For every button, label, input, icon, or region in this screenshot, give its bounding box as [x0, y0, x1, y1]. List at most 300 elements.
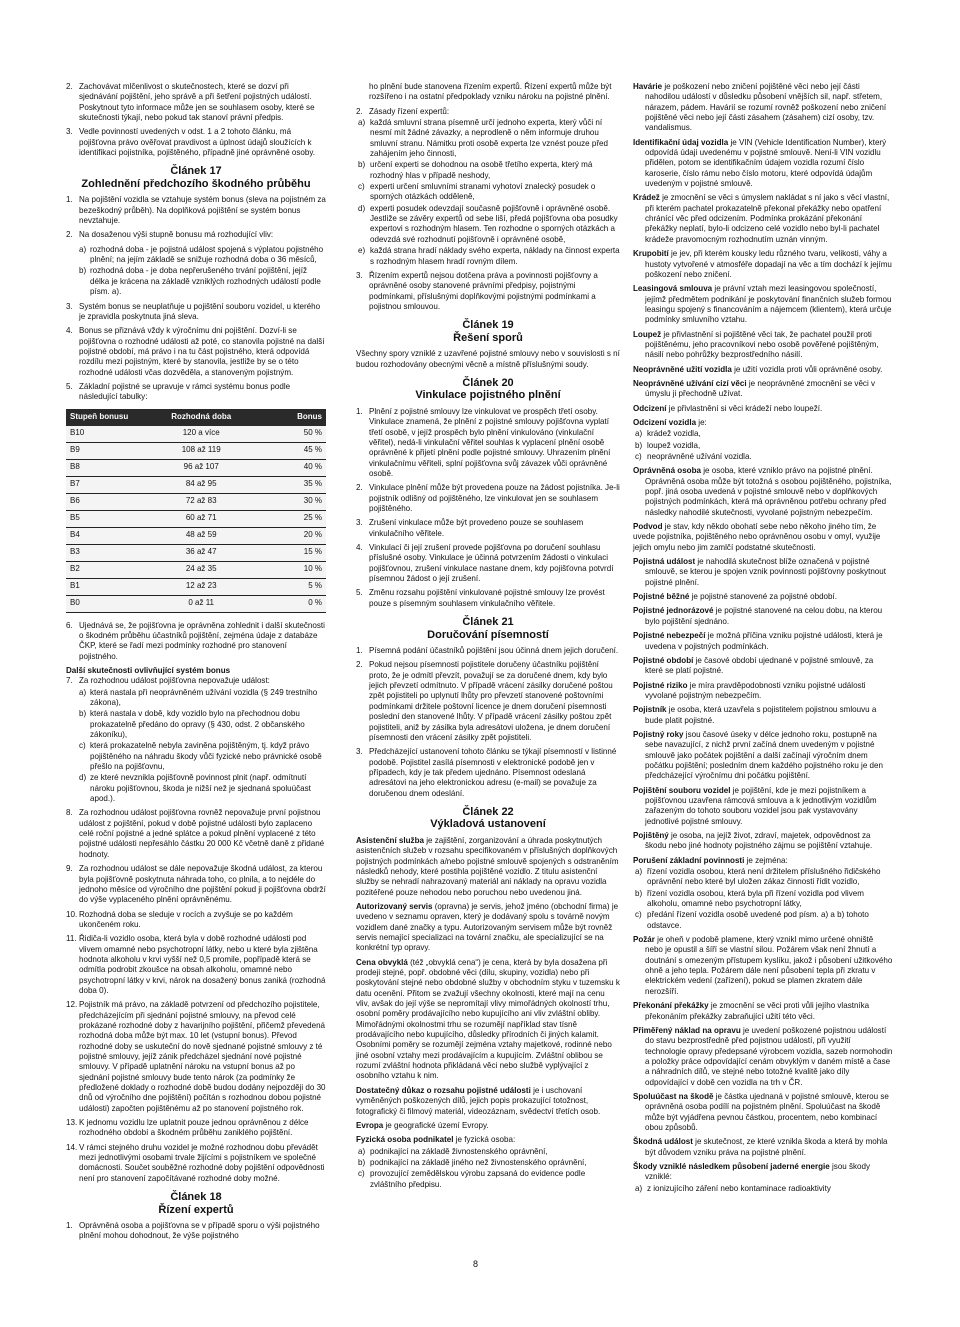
definition-text: je míra pravděpodobnosti vzniku pojistné události vyvolané pojistným nebezpečím. [645, 680, 866, 700]
definition-term: Asistenční služba [356, 835, 424, 845]
table-cell: B10 [66, 426, 144, 443]
definition-text: je zejména: [744, 855, 788, 865]
clause-text: Vedle povinností uvedených v odst. 1 a 2 tohoto článku, má pojišťovna právo ověřovat pravdivost a úplnost údajů sloužících k identifikaci pojistníka, pojištěného, případně jiné oprávněné osoby. [79, 127, 316, 158]
definition-text: je geografické území Evropy. [383, 1120, 489, 1130]
article-title: Zohlednění předchozího škodného průběhu [81, 177, 311, 190]
clause-text: Předcházející ustanovení tohoto článku se týkají písemností v listinné podobě. Pojistitel zasílá písemnosti v elektronické podobě jen v případech, kdy je tak předem ujednáno. Písemnost odeslaná adresátovi na jeho elektronickou adresu (e-mail) se považuje za doručenou dnem odeslání. [369, 747, 617, 798]
column-header: Rozhodná doba [144, 409, 258, 426]
definition-text: je právní vztah mezi leasingovou společností, jejímž předmětem podnikání je poskytování finančních služeb formou leasingu spojený s financováním a nájemcem (klientem), která určuje podmínky smluvního vztahu. [645, 284, 892, 325]
clause-text: Za rozhodnou událost se dále nepovažuje škodná událost, za kterou byla pojišťovně poskytnuta náhrada toho, co plnila, a to nejdéle do jednoho měsíce od výročního dne pojištění pokud ji pojišťovna obdrží do výše vyplaceného plnění oprávněnému. [79, 864, 326, 905]
list-letter: c) [79, 741, 86, 751]
clause-20-3 [356, 518, 620, 539]
definition [633, 418, 893, 428]
table-cell: 84 až 95 [144, 476, 258, 493]
column-right [633, 82, 893, 1195]
table-row [66, 442, 326, 459]
table-cell: 48 až 59 [144, 527, 258, 544]
definition [633, 656, 893, 677]
list-item [356, 1158, 620, 1168]
clause-number: 4. [356, 543, 363, 553]
definition-text: je poškození nebo zničení pojištěné věci nebo její části nahodilou událostí v důsledku působení vnějších sil, např. střetem, nárazem, pádem. Havárií se rozumí rovněž poškození nebo zničení pojištěné věci nebo její části zásahem (zásahem) cizí osoby, tzv. vandalismus. [645, 82, 887, 133]
clause-number: 2. [356, 483, 363, 493]
definition [633, 1026, 893, 1088]
clause-number: 3. [66, 127, 73, 137]
clause-number: 2. [356, 660, 363, 670]
clause-number: 3. [66, 301, 73, 311]
clause-text: Zásady řízení expertů: [369, 106, 450, 116]
definition-text: je i uschovaní vyměněných poškozených dílů, jejich popis prokazující totožnost, fotografický či filmový materiál, videozáznam, svědectví třetích osob. [356, 1085, 601, 1116]
clause-17-6 [66, 621, 326, 662]
clause-text: Řidiča-li vozidlo osoba, která byla v době rozhodné události pod vlivem omamné nebo psychotropní látky, nebo u které byla zjištěna hodnota alkoholu v krvi vyšší než 0,5 promile, popřípadě která se odmítla podrobit zkoušce na obsah alkoholu, omamné nebo psychotropní látky v krvi, nárok na dosažený bonus zaniká (rozhodná doba 0). [79, 934, 326, 995]
clause-number: 1. [356, 406, 363, 416]
column-left [66, 82, 326, 1246]
definition-text: je přivlastnění si pojištěné věci tak, že pachatel použil proti pojištěnému, jeho pracovníkovi nebo osobě pověřené pojištěným, násilí nebo pohrůžky bezprostředního násilí. [645, 329, 879, 360]
clause-21-1 [356, 646, 620, 656]
definition [633, 522, 893, 553]
clause-17-2 [66, 230, 326, 240]
definition-text: je užití vozidla proti vůli oprávněné osoby. [731, 364, 883, 374]
definition-term: Neoprávněné užití vozidla [633, 364, 732, 374]
table-row [66, 426, 326, 443]
definition-term: Pojistné běžné [633, 592, 690, 602]
definition-term: Neoprávněné užívání cizí věci [633, 378, 747, 388]
clause-17-5 [66, 382, 326, 403]
clause-number: 10. [66, 909, 78, 919]
list-item [633, 441, 893, 451]
definition-text: je: [696, 417, 707, 427]
definition-term: Pojistné jednorázové [633, 606, 714, 616]
list-item [66, 741, 326, 772]
definition-text: je neoprávněné zmocnění se věci v úmyslu ji přechodně užívat. [645, 378, 875, 399]
table-cell: 40 % [258, 459, 326, 476]
clause-17-4 [66, 326, 326, 378]
list-item [633, 867, 893, 888]
list-text: ze které nevznikla pojišťovně povinnost plnit (např. odmítnutí nároku pojišťovnou, škoda je nižší než je sjednaná spoluúčast apod.). [90, 773, 311, 804]
definition-text: je nahodilá skutečnost blíže označená v pojistné smlouvě, se kterou je spojen vznik povinnosti pojišťovny poskytnout pojistné plnění. [645, 557, 886, 587]
definition-term: Oprávněná osoba [633, 466, 701, 476]
definition-text: je časové období ujednané v pojistné smlouvě, za které se platí pojistné. [645, 655, 874, 676]
list-item [356, 160, 620, 181]
list-item [356, 118, 620, 159]
definition-text: je částka ujednaná v pojistné smlouvě, kterou se oprávněná osoba podílí na pojistném plnění. Spoluúčast na škodě může být vyjádřena pevnou částkou, procentem, nebo kombinací obou způsobů. [645, 1091, 889, 1132]
definition [356, 1121, 620, 1131]
list-item [66, 245, 326, 266]
definition-term: Leasingová smlouva [633, 284, 713, 294]
definition-text: je skutečnost, ze které vznikla škoda a která by mohla být důvodem vzniku práva na pojistné plnění. [645, 1137, 888, 1157]
clause-21-2 [356, 660, 620, 743]
definition-text: je oheň v podobě plamene, který vznikl mimo určené ohniště nebo je opustil a šíří se vlastní silou. Požárem však není žhnutí a doutnání s omezeným přístupem kyslíku, jakož i působení užitkového ohně a jeho tepla. Požárem dále není působení tepla při zkratu v elektrickém vedení (zařízení), pokud se plamen zkratem dále nerozšíří. [645, 935, 893, 996]
list-letter: a) [635, 867, 643, 877]
list-text: předání řízení vozidla osobě uvedené pod písm. a) a b) tohoto odstavce. [647, 910, 869, 930]
article-title: Doručování písemností [427, 628, 549, 641]
definition-text: je pojistné stanovené za pojistné období. [689, 592, 837, 602]
definition-term: Podvod [633, 522, 663, 532]
clause-17-11 [66, 934, 326, 996]
definition-text: jsou škody vzniklé: [645, 1161, 871, 1182]
table-cell: B3 [66, 544, 144, 561]
list-item [633, 429, 893, 439]
list-text: neoprávněné užívání vozidla. [647, 452, 752, 461]
table-row [66, 510, 326, 527]
list-text: každá strana hradí náklady svého experta, náklady na činnost experta s rozhodným hlasem hradí rovným dílem. [370, 246, 620, 266]
clause-18-3 [356, 271, 620, 312]
table-cell: B2 [66, 561, 144, 578]
definition-term: Evropa [356, 1120, 384, 1130]
definition-term: Dostatečný důkaz o rozsahu pojistné události [356, 1085, 531, 1095]
clause-text: Pojistník má právo, na základě potvrzení od předchozího pojistitele, předcházejícím při sjednání pojistné smlouvy, na převod celé prokázané rozhodné doby z havarijního pojištění, přičemž převedená rozhodná doba může být max. 10 let (vstupní bonus). Převod rozhodné doby se uskuteční do nově sjednané pojistné smlouvy z té pojistné smlouvy, jejíž zánik předcházel sjednání nové pojistné smlouvy. V případě uplatnění nároku na vstupní bonus až po sjednání pojistné smlouvy bude tento nárok (za podmínky že předložené doklady o rozhodné době budou dodány nejpozději do 30 dnů od výročního dne pojištění) počítán s rozhodnou dobou pojistné události) započten pojištěnému až po stanovení pojistného rok. [79, 1000, 326, 1113]
list-text: podnikající na základě jiného než živnostenského oprávnění, [370, 1157, 587, 1167]
table-cell: B6 [66, 493, 144, 510]
list-letter: d) [358, 203, 366, 213]
clause-text: Základní pojistné se upravuje v rámci systému bonus podle následující tabulky: [79, 381, 291, 402]
definition-text: je přivlastnění si věci krádeží nebo loupeží. [666, 403, 823, 413]
definition-term: Havárie [633, 82, 663, 91]
table-cell: 20 % [258, 527, 326, 544]
clause-text: Za rozhodnou událost pojišťovna rovněž nepovažuje první pojistnou událost z pojištění, pokud v době pojistné události bylo zaplaceno celé roční pojistné a jedné splátce a pokud plnění vyplacené z této pojistné události nepřesáhlo částku 20 000 Kč včetně daně z přidané hodnoty. [79, 808, 325, 859]
clause-text: Zachovávat mlčenlivost o skutečnostech, které se dozví při sjednávání pojištění, jeho správě a při šetření pojistných událostí. Poskytnout tyto informace může jen se souhlasem osoby, které se skutečnosti týkají, nebo pokud tak stanoví právní předpis. [79, 82, 315, 123]
clause-text: Řízením expertů nejsou dotčena práva a povinnosti pojišťovny a oprávněné osoby stanovené právními předpisy, pojistnými podmínkami, příslušnými doplňkovými pojistnými podmínkami a pojistnou smlouvou. [369, 270, 598, 311]
definition-term: Krupobití [633, 249, 669, 259]
clause-text: Systém bonus se neuplatňuje u pojištění souboru vozidel, u kterého je zpravidla poskytnuta jiná sleva. [79, 301, 321, 321]
list-letter: b) [635, 440, 643, 450]
clause-number: 12. [66, 1000, 78, 1010]
clause-number: 8. [66, 808, 73, 818]
article-18-heading [66, 1191, 326, 1216]
table-cell: 96 až 107 [144, 459, 258, 476]
list-letter: d) [79, 773, 87, 783]
clause-number: 11. [66, 934, 77, 944]
definition [633, 631, 893, 652]
clause-text: K jednomu vozidlu lze uplatnit pouze jednou oprávněnou z délce rozhodného období a škodném průběhu zaniklého pojištění. [79, 1118, 309, 1138]
clause-number: 9. [66, 864, 73, 874]
definition-term: Pojistné období [633, 655, 694, 665]
clause-text: Vinkulací či její zrušení provede pojišťovna po doručení souhlasu příslušné osoby. Vinkulace je účinná potvrzením žádosti o vinkulaci pojišťovnou, zrušení vinkulace nastane dnem, kdy pojišťovna potvrdí písemnou žádost o její zrušení. [369, 543, 614, 584]
definition [633, 831, 893, 852]
clause-text: Písemná podání účastníků pojištění jsou účinná dnem jejich doručení. [369, 646, 619, 656]
list-item [633, 452, 893, 462]
clause-17-12 [66, 1000, 326, 1114]
clause-text: Změnu rozsahu pojištění vinkulované pojistné smlouvy lze provést pouze s písemným souhlasem vinkulačního věřitele. [369, 588, 605, 608]
clause-number: 1. [356, 646, 363, 656]
definition-text: je stav, kdy někdo obohatí sebe nebo někoho jiného tím, že uvede pojistníka, pojištěného nebo oprávněnou osobu v omyl, využije jejich omylu nebo jim zamlčí podstatné skutečnosti. [633, 522, 881, 552]
list-letter: a) [358, 118, 366, 128]
definition-text: je zmocnění se věci proti vůli jejího vlastníka překonáním překážky zabraňující užití této věci. [645, 1001, 870, 1021]
definition-term: Autorizovaný servis [356, 901, 433, 911]
definition [633, 1162, 893, 1183]
table-row [66, 561, 326, 578]
article-20-heading [356, 377, 620, 402]
table-cell: 50 % [258, 426, 326, 443]
table-cell: B0 [66, 595, 144, 612]
list-letter: b) [635, 888, 643, 898]
clause-number: 7. [66, 676, 73, 686]
definition-term: Krádež [633, 193, 660, 203]
list-letter: a) [79, 244, 87, 254]
article-title: Řešení sporů [453, 331, 523, 344]
definition-term: Pojistný roky [633, 729, 684, 739]
list-text: každá smluvní strana písemně určí jednoho experta, který vůči ní nesmí mít žádné závazky, a neprodleně o něm informuje druhou smluvní stranu. Námitku proti osobě experta lze vznést pouze před zahájením jeho činnosti, [370, 118, 608, 159]
table-cell: 5 % [258, 578, 326, 595]
clause-number: 5. [356, 588, 363, 598]
definition-text: je osoba, která uzavřela s pojistitelem pojistnou smlouvu a bude platit pojistné. [645, 705, 877, 725]
definition-text: je možná příčina vzniku pojistné události, která je uvedena v pojistných podmínkách. [645, 631, 883, 651]
list-text: experti posudek odevzdají současně pojišťovně i oprávněné osobě. Jestliže se závěry expertů od sebe liší, předá pojišťovna oba posudky expertovi s rozhodným hlasem. Ten rozhodne o sporných otázkách a odevzdá své rozhodnutí pojišťovně i oprávněné osobě, [370, 203, 618, 244]
list-item [633, 889, 893, 910]
definition [633, 1001, 893, 1022]
definition [633, 681, 893, 702]
definition-text: je jev, při kterém kousky ledu různého tvaru, velikosti, váhy a hustoty vytvořené v atmosféře dopadají na věc a tím dochází k jejímu poškození nebo zničení. [645, 249, 892, 279]
article-number: Článek 18 [170, 1191, 222, 1204]
table-cell: 10 % [258, 561, 326, 578]
list-text: řízení vozidla osobou, která byla při řízení vozidla pod vlivem alkoholu, omamné nebo psychotropní látky, [647, 888, 864, 909]
table-cell: 35 % [258, 476, 326, 493]
definition-term: Pojištění souboru vozidel [633, 785, 731, 795]
clause-3 [66, 127, 326, 158]
article-number: Článek 22 [462, 805, 514, 818]
clause-17-9 [66, 864, 326, 905]
list-item [66, 709, 326, 740]
definition [633, 82, 893, 134]
definition [356, 1135, 620, 1145]
clause-number: 3. [356, 747, 363, 757]
table-row [66, 527, 326, 544]
clause-number: 14. [66, 1142, 78, 1152]
definition [633, 284, 893, 325]
table-cell: 0 % [258, 595, 326, 612]
table-row [66, 595, 326, 612]
clause-20-1 [356, 407, 620, 479]
table-cell: 12 až 23 [144, 578, 258, 595]
definition-text: je osoba, které vzniklo právo na pojistné plnění. Oprávněná osoba může být totožná s osobou pojištěného, pojistníka, popř. jiná osoba uvedená v pojistné smlouvě nebo v doplňkových pojistných podmínkách, která má oprávněnou potřebu ochrany před následky nahodilé skutečnosti, vyvolané pojistným nebezpečím. [645, 466, 892, 517]
definition [356, 958, 620, 1082]
definition [633, 606, 893, 627]
list-text: která nastala v době, kdy vozidlo bylo na přechodnou dobu prokazatelně předáno do opravy (§ 430, odst. 2 občanského zákoníku), [90, 709, 305, 740]
definition [633, 193, 893, 245]
list-letter: a) [635, 1183, 643, 1193]
table-cell: 36 až 47 [144, 544, 258, 561]
clause-text: ho plnění bude stanovena řízením expertů. Řízení expertů může být rozšířeno i na ostatní předpoklady vzniku nároku na pojistné plnění. [369, 82, 612, 102]
clause-text: Za rozhodnou událost pojišťovna nepovažuje událost: [79, 676, 270, 686]
clause-text: V rámci stejného druhu vozidel je možné rozhodnou dobu převádět mezi jednotlivými osobami trvale žijícími s pojistníkem ve společné domácnosti. Součet souběžné rozhodné doby pojištění odpovědnosti není pro stanovení započítávané rozhodné doby možné. [79, 1142, 325, 1183]
list-text: rozhodná doba - je doba nepřerušeného trvání pojištění, jejíž délka je krácena na základě vzniklých rozhodných událostí podle písm. a). [90, 266, 321, 297]
definition [356, 836, 620, 898]
list-item [356, 246, 620, 267]
definition-term: Fyzická osoba podnikatel [356, 1135, 454, 1145]
table-cell: B8 [66, 459, 144, 476]
table-cell: 72 až 83 [144, 493, 258, 510]
article-number: Článek 17 [170, 165, 222, 178]
table-header-row [66, 409, 326, 426]
article-title: Výkladová ustanovení [430, 818, 546, 831]
table-cell: B5 [66, 510, 144, 527]
clause-17-7 [66, 676, 326, 686]
table-row [66, 578, 326, 595]
definition-term: Pojistné riziko [633, 680, 688, 690]
table-cell: B9 [66, 442, 144, 459]
table-cell: 120 a více [144, 426, 258, 443]
column-header: Bonus [258, 409, 326, 426]
definition-text: je zajištění, zorganizování a úhrada poskytnutých asistenčních služeb v rozsahu specifikovaném v příslušných doplňkových pojistných podmínkách a/nebo pojistné smlouvě spojených s odstraněním následků nehody, které postihla pojištěné vozidlo. Z titulu asistenční služby se nehradí nahrazovaný materiál ani náklady na opravu vozidla pozitéřené pouze nehodou nebo poruchou nebo uvedenou jiná. [356, 835, 619, 897]
clause-text: Vinkulace plnění může být provedena pouze na žádost pojistníka. Je-li pojistník odlišný od pojištěného, lze vinkulovat jen se souhlasem pojištěného. [369, 483, 620, 513]
definition-term: Překonání překážky [633, 1001, 709, 1011]
definition-text: je pojistné stanovené na celou dobu, na kterou bylo pojištění sjednáno. [645, 606, 883, 626]
definition [633, 856, 893, 866]
list-text: krádež vozidla, [647, 429, 701, 439]
list-text: řízení vozidla osobou, která není držitelem příslušného řidičského oprávnění nebo které byl uložen zákaz činnosti řídit vozidlo, [647, 867, 881, 887]
definition-text: je VIN (Vehicle Identification Number), který odpovídá údaji uvedenému v pojistné smlouvě. Není-li VIN vozidlu přidělen, potom se identifikačním údajem vozidla rozumí číslo karoserie, číslo rámu nebo číslo motoru, které odpovídá údajům uvedeným v pojistné smlouvě. [645, 137, 887, 189]
clause-18-2 [356, 107, 620, 117]
list-text: určení experti se dohodnou na osobě třetího experta, který má rozhodný hlas v případě neshody, [370, 160, 593, 180]
article-number: Článek 19 [462, 319, 514, 332]
table-cell: B7 [66, 476, 144, 493]
list-letter: b) [79, 709, 87, 719]
clause-17-3 [66, 302, 326, 323]
definition-text: je pojištění, kde je mezi pojistníkem a pojišťovnou uzavřena rámcová smlouva a k jednotlivým vozidlům zařazeným do tohoto souboru vozidel jsou pak vystavovány jednotlivé pojistné smlouvy. [645, 785, 877, 826]
clause-21-3 [356, 747, 620, 799]
definition-term: Cena obvyklá [356, 957, 408, 967]
list-item [356, 204, 620, 245]
clause-text: Oprávněná osoba a pojišťovna se v případě sporu o výši pojistného plnění mohou dohodnout, že výše pojistného [79, 1221, 320, 1241]
definition-term: Identifikační údaj vozidla [633, 137, 729, 147]
clause-number: 2. [66, 230, 73, 240]
definition [633, 935, 893, 997]
clause-text: Ujednává se, že pojišťovna je oprávněna zohlednit i další skutečnosti o škodném průběhu účastníků pojištění, zejména údaje z databáze ČKP, které se řadí mezi podmínky rozhodné pro stanovení pojistného. [79, 620, 325, 661]
definition [633, 1092, 893, 1133]
list-item [66, 688, 326, 709]
list-text: loupež vozidla, [647, 440, 701, 450]
definition-term: Přiměřený náklad na opravu [633, 1025, 741, 1035]
table-cell: 24 až 35 [144, 561, 258, 578]
definition-text: je uvedení poškozené pojistnou událostí do stavu bezprostředně před pojistnou událostí, při využití technologie opravy předepsané výrobcem vozidla, sazeb normohodin a položky práce odpovídající cenám obvyklým v daném místě a čase a náhradních dílů, ve stejné nebo totožné kvalitě jako díly odpovídající v době cen vozidla na trh v ČR. [645, 1025, 893, 1087]
list-letter: c) [358, 1169, 365, 1179]
table-cell: B4 [66, 527, 144, 544]
definition-text: je osoba, na jejíž život, zdraví, majetek, odpovědnost za škodu nebo jiné hodnoty pojistného zájmu se pojištění vztahuje. [645, 831, 873, 851]
clause-number: 2. [66, 82, 73, 91]
paragraph: Všechny spory vzniklé z uzavřené pojistné smlouvy nebo v souvislosti s ní budou rozhodovány obecnými věcně a místně příslušnými soudy. [356, 349, 620, 369]
article-title: Vinkulace pojistného plnění [415, 389, 561, 402]
list-letter: e) [358, 246, 366, 256]
definition [633, 249, 893, 280]
clause-17-14 [66, 1143, 326, 1184]
table-cell: 45 % [258, 442, 326, 459]
clause-17-13 [66, 1118, 326, 1139]
definition [356, 902, 620, 954]
definition-term: Pojistné nebezpečí [633, 631, 706, 641]
list-item [633, 910, 893, 931]
list-item [66, 266, 326, 297]
table-cell: 0 až 11 [144, 595, 258, 612]
list-letter: c) [635, 452, 642, 461]
clause-text: Na dosaženou výši stupně bonusu má rozhodující vliv: [79, 230, 274, 240]
list-text: provozující zemědělskou výrobu zapsaná do evidence podle zvláštního předpisu. [370, 1169, 586, 1189]
list-letter: b) [358, 1157, 366, 1167]
clause-number: 5. [66, 381, 73, 391]
clause-number: 13. [66, 1118, 78, 1128]
list-letter: a) [79, 687, 87, 697]
definition [356, 1086, 620, 1117]
definition-term: Porušení základní povinnosti [633, 855, 745, 865]
definition-term: Odcizení [633, 403, 667, 413]
table-row [66, 476, 326, 493]
table-row [66, 544, 326, 561]
definition [633, 466, 893, 518]
definition [633, 330, 893, 361]
list-item [356, 182, 620, 203]
clause-2 [66, 82, 326, 123]
definition-term: Škodná událost [633, 1137, 693, 1147]
definition-term: Pojistná událost [633, 557, 696, 567]
clause-17-1 [66, 195, 326, 226]
list-letter: a) [358, 1146, 366, 1156]
clause-20-4 [356, 543, 620, 584]
table-cell: 15 % [258, 544, 326, 561]
definition [633, 786, 893, 827]
clause-number: 3. [356, 270, 363, 280]
clause-17-8 [66, 808, 326, 860]
list-text: podnikající na základě živnostenského oprávnění, [370, 1146, 548, 1156]
table-cell: B1 [66, 578, 144, 595]
table-cell: 25 % [258, 510, 326, 527]
definition [633, 404, 893, 414]
clause-text: Plnění z pojistné smlouvy lze vinkulovat ve prospěch třetí osoby. Vinkulace znamená, že plnění z pojistné smlouvy pojišťovna vyplatí třetí osobě, v jejíž prospěch bylo plnění vinkulováno (vinkulační věřitel), nedá-li vinkulační věřitel souhlas k vyplacení plnění osobě oprávněné k přijetí plnění podle pojistné smlouvy. Uhrazením plnění vinkulačnímu věřiteli, splní pojišťovna svůj závazek vůči oprávněné osobě. [369, 406, 611, 478]
table-cell: 60 až 71 [144, 510, 258, 527]
definition [633, 705, 893, 726]
list-text: z ionizujícího záření nebo kontaminace radioaktivity [647, 1183, 831, 1193]
list-item [356, 1169, 620, 1190]
definition-term: Požár [633, 935, 655, 945]
column-header: Stupeň bonusu [66, 409, 144, 426]
definition-term: Spoluúčast na škodě [633, 1091, 714, 1101]
page-number: 8 [473, 1259, 479, 1269]
clause-number: 3. [356, 518, 363, 528]
clause-number: 2. [356, 106, 363, 116]
clause-17-10 [66, 910, 326, 931]
clause-number: 1. [66, 1221, 73, 1231]
definition-term: Odcizení vozidla [633, 417, 697, 427]
definition [633, 1137, 893, 1158]
definition-term: Loupež [633, 329, 662, 339]
table-row [66, 493, 326, 510]
list-text: která nastala při neoprávněném užívání vozidla (§ 249 trestního zákona), [90, 687, 318, 707]
definition [633, 730, 893, 782]
table-cell: 30 % [258, 493, 326, 510]
clause-text: Na pojištění vozidla se vztahuje systém bonus (sleva na pojistném za bezeškodný průběh). Na doplňková pojištění se systém bonus nevztahuje. [79, 195, 326, 226]
article-22-heading [356, 806, 620, 831]
clause-text: Zrušení vinkulace může být provedeno pouze se souhlasem vinkulačního věřitele. [369, 518, 584, 538]
definition-text: je zmocnění se věci s úmyslem nakládat s ní jako s věcí vlastní, při kterém pachatel prokazatelně překonal překážky nebo opatření chránící věc před odcizením. Podmínka prokázání překonání překážky neplatí, bylo-li odcizeno celé vozidlo nebo byl-li pachatel krádeže pravomocným rozhodnutím uznán vinným. [645, 193, 890, 244]
definition-text: jsou časové úseky v délce jednoho roku, postupně na sebe navazující, z nichž první začíná dnem uvedeným v pojistné smlouvě jako počátek pojištění a další začínají výročním dnem počátku pojištění; posledním dnem každého pojistného roku je den předcházející výročnímu dni počátku pojištění. [645, 729, 883, 781]
section-subheading: Další skutečnosti ovlivňující systém bonus [66, 665, 231, 675]
definition [633, 557, 893, 588]
definition [633, 365, 893, 375]
list-item [633, 1184, 893, 1194]
table-cell: 108 až 119 [144, 442, 258, 459]
definition-text: je fyzická osoba: [453, 1135, 516, 1145]
article-number: Článek 21 [462, 616, 514, 629]
article-21-heading [356, 616, 620, 641]
definition [633, 379, 893, 400]
list-letter: b) [358, 160, 366, 170]
clause-number: 6. [66, 620, 73, 630]
article-title: Řízení expertů [158, 1203, 234, 1216]
table-row [66, 459, 326, 476]
clause-text: Pokud nejsou písemnosti pojistitele doručeny účastníku pojištění proto, že je odmítl převzít, považují se za doručené dnem, kdy bylo jejich převzetí odmítnuto. V případě vrácení zásilky doručené poštou zpět pojistiteli po uplynutí lhůty pro převzetí stanovené poštovními podmínkami držitele poštovní licence je dnem doručení písemnosti poslední den stanovené lhůty. V případě vrácení zásilky poštou zpět pojistiteli, aniž by zásilka byla adresátovi uložena, je dnem doručení písemnosti den vrácení zásilky zpět pojistiteli. [369, 660, 613, 742]
clause-text: Rozhodná doba se sleduje v rocích a zvyšuje se po každém ukončeném roku. [79, 909, 293, 929]
definition-term: Pojištěný [633, 831, 669, 840]
list-text: rozhodná doba - je pojistná událost spojená s výplatou pojistného plnění; na jejím základě se snižuje rozhodná doba o 36 měsíců, [90, 244, 324, 265]
list-text: která prokazatelně nebyla zaviněna pojištěným, tj. když právo pojištěného na náhradu škody vůči fyzické nebo právnické osobě přešlo na pojišťovnu, [90, 741, 322, 772]
clause-text: Bonus se přiznává vždy k výročnímu dni pojištění. Dozví-li se pojišťovna o rozhodné události až poté, co stanovila pojistné na další pojistné období, má právo i na tu část pojistného, která odpovídá rozdílu mezi pojistným, které by stanovila, jestliže by se o této rozhodné události včas dozvěděla, a stanoveným pojistným. [79, 326, 325, 377]
